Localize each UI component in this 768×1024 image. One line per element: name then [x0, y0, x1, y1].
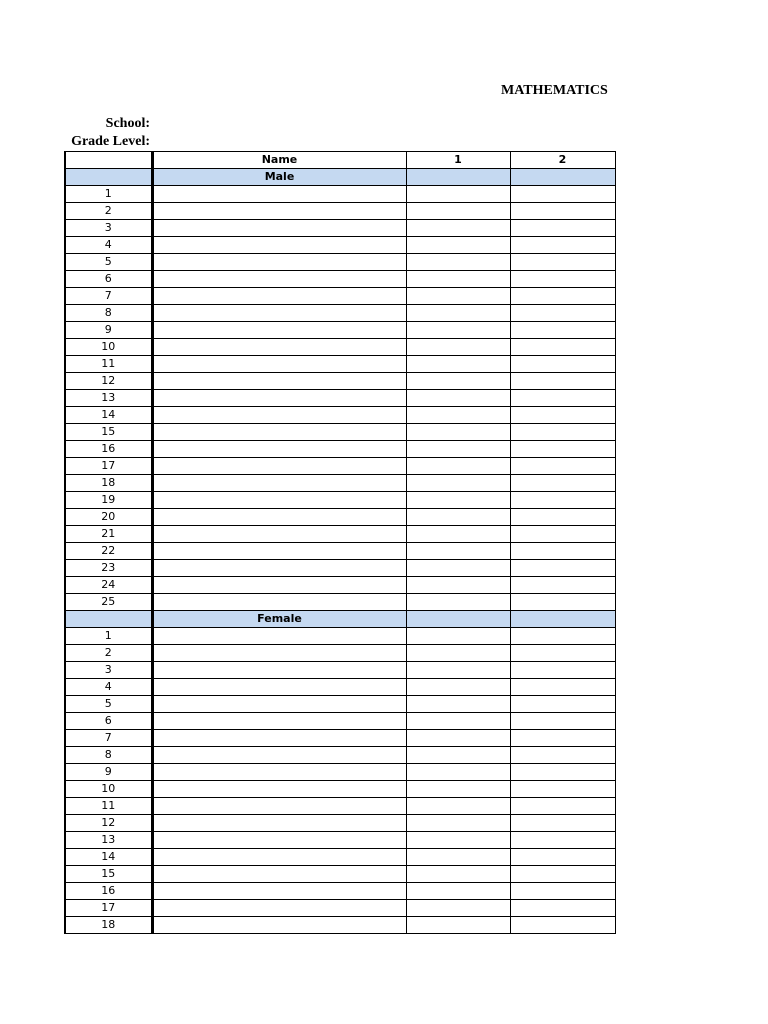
- row-number: 16: [65, 883, 152, 900]
- score-cell-1[interactable]: [406, 237, 510, 254]
- score-cell-2[interactable]: [510, 220, 615, 237]
- score-cell-2[interactable]: [510, 186, 615, 203]
- table-row: [65, 322, 615, 339]
- student-name-cell[interactable]: [152, 832, 406, 849]
- section-label: Male: [152, 169, 406, 186]
- student-name-cell[interactable]: [152, 271, 406, 288]
- section-cell-1: [406, 611, 510, 628]
- score-cell-2[interactable]: [510, 492, 615, 509]
- score-cell-2[interactable]: [510, 577, 615, 594]
- score-cell-2[interactable]: [510, 543, 615, 560]
- student-name-cell[interactable]: [152, 662, 406, 679]
- score-cell-2[interactable]: [510, 730, 615, 747]
- table-row: [65, 271, 615, 288]
- score-cell-1[interactable]: [406, 441, 510, 458]
- score-cell-1[interactable]: [406, 186, 510, 203]
- score-cell-2[interactable]: [510, 662, 615, 679]
- row-number: 11: [65, 798, 152, 815]
- table-row: [65, 645, 615, 662]
- score-cell-2[interactable]: [510, 509, 615, 526]
- student-name-cell[interactable]: [152, 628, 406, 645]
- section-cell-1: [406, 169, 510, 186]
- score-cell-1[interactable]: [406, 900, 510, 917]
- header-col-1: 1: [406, 152, 510, 169]
- score-cell-1[interactable]: [406, 203, 510, 220]
- table-row: [65, 305, 615, 322]
- row-number: 11: [65, 356, 152, 373]
- score-cell-2[interactable]: [510, 203, 615, 220]
- score-cell-1[interactable]: [406, 220, 510, 237]
- student-name-cell[interactable]: [152, 509, 406, 526]
- score-cell-2[interactable]: [510, 271, 615, 288]
- student-name-cell[interactable]: [152, 730, 406, 747]
- row-number: 12: [65, 373, 152, 390]
- score-cell-1[interactable]: [406, 458, 510, 475]
- table-row: [65, 696, 615, 713]
- score-cell-2[interactable]: [510, 356, 615, 373]
- student-name-cell[interactable]: [152, 254, 406, 271]
- table-row: [65, 679, 615, 696]
- score-cell-2[interactable]: [510, 849, 615, 866]
- student-name-cell[interactable]: [152, 713, 406, 730]
- score-cell-2[interactable]: [510, 781, 615, 798]
- score-cell-1[interactable]: [406, 645, 510, 662]
- row-number: 7: [65, 730, 152, 747]
- score-cell-1[interactable]: [406, 560, 510, 577]
- score-cell-2[interactable]: [510, 900, 615, 917]
- row-number: 22: [65, 543, 152, 560]
- table-row: [65, 407, 615, 424]
- student-name-cell[interactable]: [152, 577, 406, 594]
- student-name-cell[interactable]: [152, 815, 406, 832]
- table-row: [65, 458, 615, 475]
- score-cell-2[interactable]: [510, 322, 615, 339]
- score-cell-1[interactable]: [406, 390, 510, 407]
- student-name-cell[interactable]: [152, 526, 406, 543]
- score-cell-1[interactable]: [406, 339, 510, 356]
- score-cell-1[interactable]: [406, 356, 510, 373]
- row-number: 14: [65, 849, 152, 866]
- score-cell-2[interactable]: [510, 645, 615, 662]
- student-name-cell[interactable]: [152, 475, 406, 492]
- student-name-cell[interactable]: [152, 883, 406, 900]
- score-cell-1[interactable]: [406, 917, 510, 934]
- score-cell-1[interactable]: [406, 577, 510, 594]
- table-row: [65, 237, 615, 254]
- score-cell-1[interactable]: [406, 475, 510, 492]
- student-name-cell[interactable]: [152, 305, 406, 322]
- score-cell-2[interactable]: [510, 832, 615, 849]
- row-number: 6: [65, 713, 152, 730]
- table-row: [65, 747, 615, 764]
- row-number: 6: [65, 271, 152, 288]
- student-name-cell[interactable]: [152, 798, 406, 815]
- score-cell-1[interactable]: [406, 373, 510, 390]
- student-name-cell[interactable]: [152, 781, 406, 798]
- student-name-cell[interactable]: [152, 764, 406, 781]
- score-cell-1[interactable]: [406, 764, 510, 781]
- score-cell-1[interactable]: [406, 815, 510, 832]
- table-row: [65, 628, 615, 645]
- score-cell-2[interactable]: [510, 458, 615, 475]
- table-row: [65, 560, 615, 577]
- student-name-cell[interactable]: [152, 220, 406, 237]
- student-name-cell[interactable]: [152, 696, 406, 713]
- row-number: 2: [65, 203, 152, 220]
- table-row: [65, 849, 615, 866]
- score-cell-1[interactable]: [406, 798, 510, 815]
- score-cell-1[interactable]: [406, 866, 510, 883]
- table-row: [65, 917, 615, 934]
- page-title: MATHEMATICS: [501, 83, 608, 98]
- score-cell-1[interactable]: [406, 492, 510, 509]
- score-cell-2[interactable]: [510, 798, 615, 815]
- score-cell-2[interactable]: [510, 373, 615, 390]
- score-cell-2[interactable]: [510, 713, 615, 730]
- student-name-cell[interactable]: [152, 407, 406, 424]
- score-cell-2[interactable]: [510, 407, 615, 424]
- row-number: 2: [65, 645, 152, 662]
- student-name-cell[interactable]: [152, 288, 406, 305]
- student-name-cell[interactable]: [152, 849, 406, 866]
- score-cell-1[interactable]: [406, 883, 510, 900]
- score-cell-1[interactable]: [406, 526, 510, 543]
- table-row: [65, 254, 615, 271]
- row-number: 9: [65, 764, 152, 781]
- row-number: 13: [65, 832, 152, 849]
- row-number: 8: [65, 305, 152, 322]
- score-cell-1[interactable]: [406, 679, 510, 696]
- score-cell-2[interactable]: [510, 254, 615, 271]
- score-cell-1[interactable]: [406, 543, 510, 560]
- table-row: [65, 526, 615, 543]
- table-row: [65, 203, 615, 220]
- class-record-table: [64, 151, 616, 934]
- section-row-male: [65, 169, 615, 186]
- row-number: 20: [65, 509, 152, 526]
- table-row: [65, 713, 615, 730]
- row-number: 24: [65, 577, 152, 594]
- table-row: [65, 492, 615, 509]
- score-cell-1[interactable]: [406, 849, 510, 866]
- table-row: [65, 441, 615, 458]
- student-name-cell[interactable]: [152, 356, 406, 373]
- row-number: 4: [65, 679, 152, 696]
- score-cell-2[interactable]: [510, 628, 615, 645]
- table-row: [65, 424, 615, 441]
- table-row: [65, 543, 615, 560]
- score-cell-2[interactable]: [510, 764, 615, 781]
- student-name-cell[interactable]: [152, 458, 406, 475]
- table-row: [65, 781, 615, 798]
- row-number: 10: [65, 339, 152, 356]
- score-cell-1[interactable]: [406, 254, 510, 271]
- row-number: 19: [65, 492, 152, 509]
- grade-level-label: Grade Level:: [71, 134, 150, 149]
- row-number: 18: [65, 475, 152, 492]
- table-row: [65, 662, 615, 679]
- score-cell-1[interactable]: [406, 424, 510, 441]
- score-cell-1[interactable]: [406, 781, 510, 798]
- score-cell-1[interactable]: [406, 509, 510, 526]
- student-name-cell[interactable]: [152, 390, 406, 407]
- section-row-female: [65, 611, 615, 628]
- row-number: 21: [65, 526, 152, 543]
- row-number: 15: [65, 424, 152, 441]
- score-cell-1[interactable]: [406, 832, 510, 849]
- table-row: [65, 815, 615, 832]
- table-row: [65, 832, 615, 849]
- score-cell-1[interactable]: [406, 662, 510, 679]
- student-name-cell[interactable]: [152, 645, 406, 662]
- table-row: [65, 798, 615, 815]
- score-cell-2[interactable]: [510, 390, 615, 407]
- row-number: 14: [65, 407, 152, 424]
- row-number: 18: [65, 917, 152, 934]
- row-number: 7: [65, 288, 152, 305]
- school-label: School:: [105, 116, 150, 131]
- row-number: 25: [65, 594, 152, 611]
- score-cell-2[interactable]: [510, 815, 615, 832]
- header-number-cell: [65, 152, 152, 169]
- table-row: [65, 339, 615, 356]
- student-name-cell[interactable]: [152, 373, 406, 390]
- score-cell-1[interactable]: [406, 713, 510, 730]
- table-row: [65, 577, 615, 594]
- score-cell-2[interactable]: [510, 883, 615, 900]
- score-cell-1[interactable]: [406, 288, 510, 305]
- score-cell-1[interactable]: [406, 594, 510, 611]
- score-cell-1[interactable]: [406, 696, 510, 713]
- score-cell-2[interactable]: [510, 747, 615, 764]
- student-name-cell[interactable]: [152, 203, 406, 220]
- table-row: [65, 373, 615, 390]
- row-number: 13: [65, 390, 152, 407]
- row-number: 12: [65, 815, 152, 832]
- row-number: 5: [65, 696, 152, 713]
- table-row: [65, 509, 615, 526]
- row-number: 17: [65, 900, 152, 917]
- student-name-cell[interactable]: [152, 560, 406, 577]
- student-name-cell[interactable]: [152, 237, 406, 254]
- score-cell-1[interactable]: [406, 271, 510, 288]
- student-name-cell[interactable]: [152, 424, 406, 441]
- table-row: [65, 475, 615, 492]
- score-cell-2[interactable]: [510, 424, 615, 441]
- table-row: [65, 594, 615, 611]
- section-label: Female: [152, 611, 406, 628]
- table-row: [65, 356, 615, 373]
- student-name-cell[interactable]: [152, 543, 406, 560]
- score-cell-1[interactable]: [406, 322, 510, 339]
- score-cell-2[interactable]: [510, 339, 615, 356]
- student-name-cell[interactable]: [152, 594, 406, 611]
- score-cell-1[interactable]: [406, 407, 510, 424]
- score-cell-2[interactable]: [510, 305, 615, 322]
- score-cell-1[interactable]: [406, 305, 510, 322]
- student-name-cell[interactable]: [152, 679, 406, 696]
- row-number: 23: [65, 560, 152, 577]
- row-number: 16: [65, 441, 152, 458]
- row-number: 10: [65, 781, 152, 798]
- student-name-cell[interactable]: [152, 441, 406, 458]
- row-number: 3: [65, 220, 152, 237]
- row-number: 5: [65, 254, 152, 271]
- score-cell-2[interactable]: [510, 679, 615, 696]
- score-cell-1[interactable]: [406, 628, 510, 645]
- row-number: 3: [65, 662, 152, 679]
- table-row: [65, 390, 615, 407]
- score-cell-2[interactable]: [510, 475, 615, 492]
- table-row: [65, 764, 615, 781]
- student-name-cell[interactable]: [152, 339, 406, 356]
- table-row: [65, 220, 615, 237]
- score-cell-2[interactable]: [510, 696, 615, 713]
- table-row: [65, 900, 615, 917]
- section-number-cell: [65, 169, 152, 186]
- row-number: 1: [65, 628, 152, 645]
- header-col-2: 2: [510, 152, 615, 169]
- score-cell-1[interactable]: [406, 747, 510, 764]
- table-row: [65, 288, 615, 305]
- row-number: 17: [65, 458, 152, 475]
- score-cell-2[interactable]: [510, 594, 615, 611]
- table-row: [65, 730, 615, 747]
- score-cell-2[interactable]: [510, 866, 615, 883]
- table-body: [65, 169, 615, 934]
- score-cell-2[interactable]: [510, 237, 615, 254]
- score-cell-2[interactable]: [510, 526, 615, 543]
- student-name-cell[interactable]: [152, 917, 406, 934]
- student-name-cell[interactable]: [152, 186, 406, 203]
- row-number: 4: [65, 237, 152, 254]
- section-cell-2: [510, 611, 615, 628]
- header-name: Name: [152, 152, 406, 169]
- section-number-cell: [65, 611, 152, 628]
- row-number: 9: [65, 322, 152, 339]
- table-row: [65, 883, 615, 900]
- score-cell-1[interactable]: [406, 730, 510, 747]
- score-cell-2[interactable]: [510, 917, 615, 934]
- student-name-cell[interactable]: [152, 866, 406, 883]
- student-name-cell[interactable]: [152, 322, 406, 339]
- header-row: [65, 152, 615, 169]
- student-name-cell[interactable]: [152, 747, 406, 764]
- student-name-cell[interactable]: [152, 900, 406, 917]
- table-row: [65, 866, 615, 883]
- score-cell-2[interactable]: [510, 441, 615, 458]
- row-number: 8: [65, 747, 152, 764]
- student-name-cell[interactable]: [152, 492, 406, 509]
- score-cell-2[interactable]: [510, 560, 615, 577]
- table-row: [65, 186, 615, 203]
- row-number: 1: [65, 186, 152, 203]
- score-cell-2[interactable]: [510, 288, 615, 305]
- section-cell-2: [510, 169, 615, 186]
- row-number: 15: [65, 866, 152, 883]
